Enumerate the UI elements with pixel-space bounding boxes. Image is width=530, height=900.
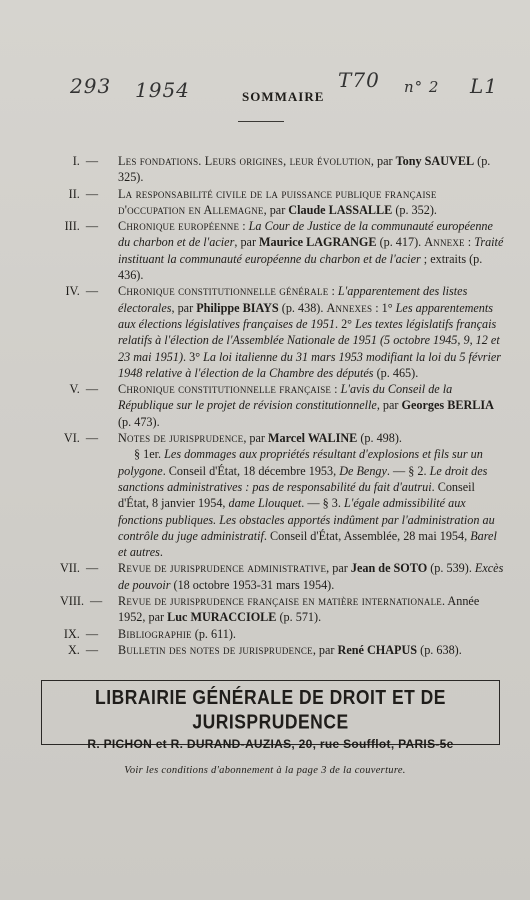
toc-entry: [60, 381, 506, 430]
dash-separator: —: [85, 154, 98, 168]
section-heading: Les fondations. Leurs origines, leur évolution: [118, 154, 371, 168]
roman-numeral: III.: [64, 219, 80, 234]
author-name: Luc MURACCIOLE: [167, 610, 277, 625]
section-heading: Chronique européenne: [118, 219, 240, 234]
author-name: Marcel WALINE: [268, 431, 358, 446]
entry-text: L'avis du Conseil de la République sur le projet de révision constitutionnelle: [118, 382, 453, 413]
entry-text: La loi italienne du 31 mars 1953 modifiant la loi du 5 février 1948 relative à l'élection de la Chambre des députés: [118, 349, 502, 380]
roman-numeral: IV.: [65, 284, 80, 299]
entry-text: , par: [370, 154, 396, 168]
entry-number: [60, 642, 98, 658]
entry-text: . 2°: [334, 316, 356, 331]
entry-text: :: [464, 235, 475, 250]
handwritten-annotation: 1954: [135, 78, 190, 102]
entry-text: Excès de pouvoir: [118, 561, 504, 592]
subsection-paragraph: [118, 446, 506, 560]
toc-entry: [60, 560, 506, 593]
entry-text: Les dommages aux propriétés résultant d'explosions et fils sur un polygone: [118, 447, 483, 478]
handwritten-annotation: T70: [338, 68, 380, 92]
author-name: Claude LASSALLE: [288, 202, 393, 217]
entry-text: (p. 571).: [276, 610, 322, 625]
entry-text: .: [159, 545, 163, 560]
entry-text: (p. 473).: [118, 414, 160, 429]
entry-body: [118, 153, 506, 186]
entry-text: § 1er.: [134, 447, 165, 462]
entry-text: (p. 611).: [191, 626, 236, 641]
toc-entry: [60, 186, 506, 219]
roman-numeral: IX.: [63, 626, 80, 641]
roman-numeral: I.: [72, 154, 80, 168]
dash-separator: —: [90, 594, 103, 609]
dash-separator: —: [85, 626, 98, 641]
entry-body: [118, 430, 506, 446]
entry-text: L'apparentement des listes électorales: [118, 284, 468, 315]
entry-text: (p. 498).: [357, 431, 402, 446]
section-heading: La responsabilité civile de la puissance publique française d'occupation en Allemagne: [118, 186, 437, 217]
toc-entry: [60, 626, 506, 642]
entry-text: (18 octobre 1953-31 mars 1954).: [170, 577, 335, 592]
entry-number: [60, 153, 98, 169]
entry-text: La Cour de Justice de la communauté européenne du charbon et de l'acier: [118, 219, 493, 250]
author-name: Maurice LAGRANGE: [259, 235, 377, 250]
dash-separator: —: [85, 561, 99, 576]
entry-text: , par: [312, 642, 338, 657]
entry-text: . — § 3.: [301, 496, 344, 511]
author-name: Georges BERLIA: [401, 398, 494, 413]
entry-text: , par: [243, 431, 269, 446]
entry-number: [60, 283, 98, 299]
entry-number: [60, 430, 98, 446]
entry-text: (p. 465).: [373, 365, 419, 380]
entry-text: . Conseil d'État, Assemblée, 28 mai 1954,: [263, 528, 471, 543]
entry-text: Barel et autres: [118, 528, 497, 560]
dash-separator: —: [85, 642, 98, 657]
entry-text: (p. 539).: [427, 561, 475, 576]
section-heading: Revue de jurisprudence administrative: [118, 561, 327, 576]
page-title: SOMMAIRE: [242, 89, 325, 104]
roman-numeral: II.: [68, 186, 80, 201]
entry-number: [60, 186, 98, 202]
entry-text: (p. 438).: [278, 300, 327, 315]
author-name: Jean de SOTO: [350, 561, 428, 576]
roman-numeral: X.: [67, 642, 80, 657]
entry-text: : 1°: [372, 300, 396, 315]
title-divider: [238, 121, 284, 122]
entry-text: L'égale admissibilité aux fonctions publiques. Les obstacles apportés indûment par l'administration au contrôle du juge administratif: [118, 496, 495, 543]
entry-text: De Bengy: [339, 463, 387, 478]
entry-body: [118, 186, 506, 219]
section-heading: Bibliographie: [118, 626, 192, 641]
author-name: René CHAPUS: [337, 642, 418, 657]
roman-numeral: VII.: [60, 561, 80, 576]
dash-separator: —: [85, 219, 98, 234]
section-heading: Revue de jurisprudence française en matière internationale: [118, 594, 443, 609]
toc-entry: [60, 283, 506, 381]
author-name: Philippe BIAYS: [196, 300, 279, 315]
section-heading: Chronique constitutionnelle française: [118, 382, 332, 397]
toc-entry: [60, 153, 506, 186]
roman-numeral: V.: [69, 382, 80, 397]
dash-separator: —: [85, 431, 98, 446]
handwritten-annotation: n° 2: [404, 78, 440, 96]
entry-number: [60, 218, 98, 234]
author-name: Tony SAUVEL: [395, 154, 475, 168]
entry-text: :: [331, 382, 341, 397]
section-heading: Annexes: [326, 300, 373, 315]
entry-text: . Conseil d'État, 18 décembre 1953,: [162, 463, 340, 478]
toc-entry: [60, 593, 506, 626]
toc-entry: [60, 642, 506, 658]
entry-body: [118, 626, 506, 642]
entry-body: [118, 283, 506, 381]
entry-text: , par: [171, 300, 197, 315]
entry-body: [118, 381, 506, 430]
entry-text: . Conseil d'État, 8 janvier 1954,: [118, 479, 475, 511]
entry-number: [60, 381, 98, 397]
entry-text: . Année 1952, par: [118, 594, 480, 625]
entry-text: , par: [326, 561, 351, 576]
toc-entry: [60, 430, 506, 560]
publisher-banner: [41, 680, 500, 751]
entry-number: [60, 560, 98, 576]
entry-text: :: [239, 219, 249, 234]
entry-text: Le droit des sanctions administratives : pas de responsabilité du fait d'autrui: [118, 463, 488, 494]
handwritten-annotation: L1: [470, 74, 499, 98]
entry-body: [118, 218, 506, 283]
section-heading: Notes de jurisprudence: [118, 431, 244, 446]
entry-number: [60, 593, 103, 609]
dash-separator: —: [85, 382, 98, 397]
entry-body: [118, 560, 506, 593]
entry-text: (p. 638).: [417, 642, 462, 657]
entry-text: , par: [263, 202, 289, 217]
table-of-contents: [60, 153, 506, 658]
publisher-name: LIBRAIRIE GÉNÉRALE DE DROIT ET DE JURISPRUDENCE: [95, 685, 446, 733]
entry-text: . 3°: [183, 349, 204, 364]
entry-body: [118, 593, 506, 626]
section-heading: Chronique constitutionnelle générale: [118, 284, 329, 299]
entry-text: (p. 417).: [376, 235, 425, 250]
entry-body: [118, 642, 506, 658]
entry-text: Traité instituant la communauté européenne du charbon et de l'acier: [118, 235, 504, 266]
entry-text: (p. 352).: [392, 202, 437, 217]
entry-text: Les textes législatifs français relatifs à l'élection de l'Assemblée Nationale de 1951 (5 octobre 1945, 9, 12 et 23 mai 1951): [118, 316, 500, 364]
toc-entry: [60, 218, 506, 283]
roman-numeral: VI.: [63, 431, 80, 446]
section-heading: Annexe: [424, 235, 465, 250]
dash-separator: —: [85, 186, 98, 201]
entry-text: :: [328, 284, 338, 299]
entry-text: (p. 325).: [118, 154, 491, 185]
entry-text: dame Llouquet: [228, 496, 302, 511]
subscription-note: Voir les conditions d'abonnement à la page 3 de la couverture.: [124, 765, 406, 776]
section-heading: Bulletin des notes de jurisprudence: [118, 642, 313, 657]
entry-number: [60, 626, 98, 642]
entry-text: ; extraits (p. 436).: [118, 251, 483, 283]
roman-numeral: VIII.: [60, 594, 85, 609]
entry-text: , par: [376, 398, 402, 413]
handwritten-annotation: 293: [70, 74, 112, 98]
entry-text: . — § 2.: [386, 463, 430, 478]
dash-separator: —: [85, 284, 98, 299]
entry-text: , par: [234, 235, 260, 250]
entry-text: Les apparentements aux élections législatives françaises de 1951: [118, 300, 494, 331]
publisher-address: R. PICHON et R. DURAND-AUZIAS, 20, rue Soufflot, PARIS-5e: [87, 737, 454, 751]
entry-subsections: [118, 446, 506, 560]
